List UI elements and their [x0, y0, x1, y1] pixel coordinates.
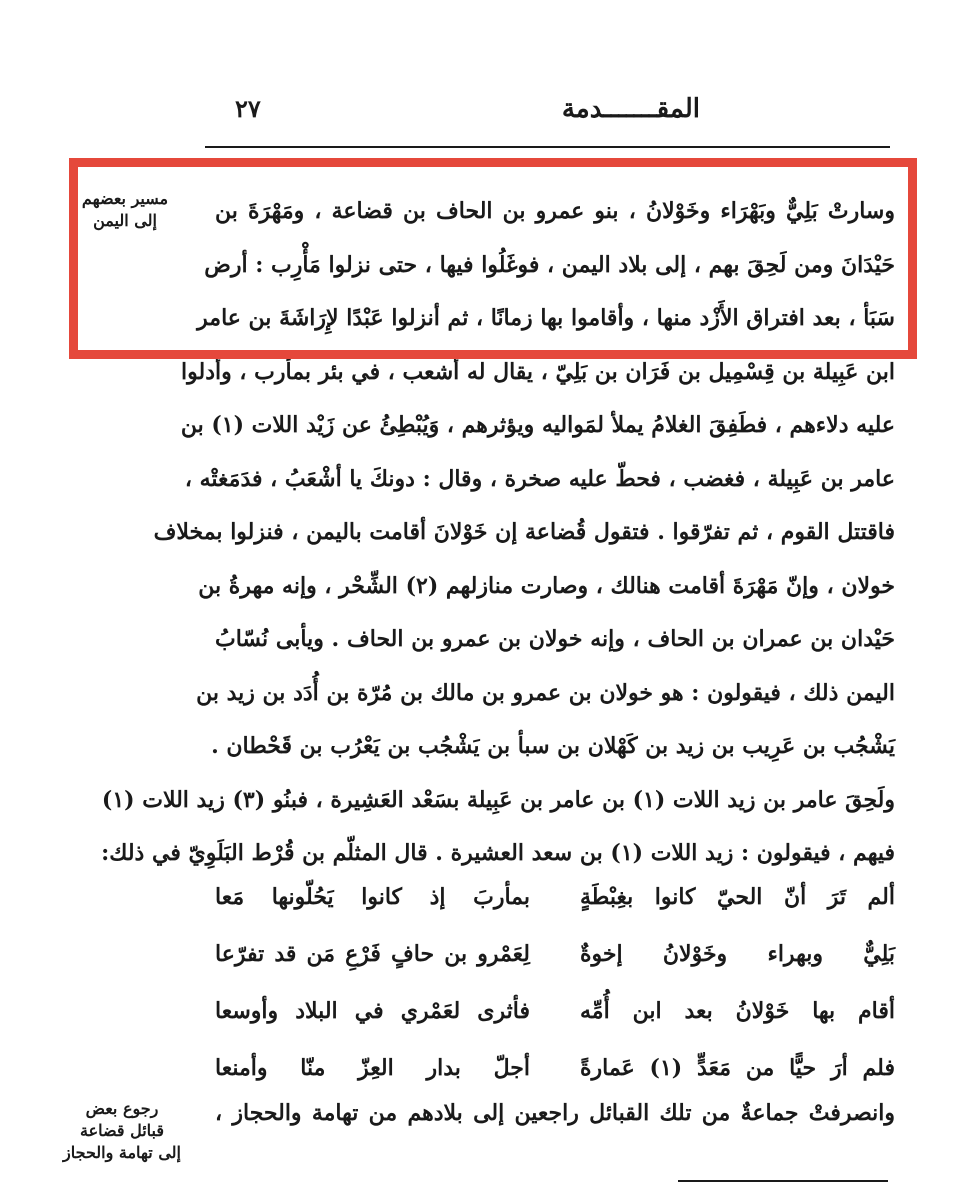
margin-note-line: رجوع بعض	[85, 1099, 159, 1118]
body-line: سَبَأ ، بعد افتراق الأَزْد منها ، وأقاموا بها زمانًا ، ثم أنزلوا عَبْدًا لإِرَاشَةَ بن عامر	[197, 305, 895, 331]
margin-note-line: قبائل قضاعة	[79, 1121, 164, 1140]
margin-note-line: إلى تهامة والحجاز	[63, 1143, 181, 1162]
closing-line: وانصرفتْ جماعةٌ من تلك القبائل راجعين إلى بلادهم من تهامة والحجاز ،	[215, 1100, 895, 1126]
body-line: يَشْجُب بن عَرِيب بن زيد بن كَهْلان بن سبأ بن يَشْجُب بن يَعْرُب بن قَحْطان .	[211, 733, 895, 759]
body-line: عليه دلاءهم ، فطَفِقَ الغلامُ يملأ لمَواليه ويؤثرهم ، وَيُبْطِئُ عن زَيْد اللات (١) بن	[180, 412, 895, 438]
poem-hemistich-second: بمأربَ إذ كانوا يَحُلّونها مَعا	[215, 883, 530, 910]
poem-hemistich-second: لِعَمْرو بن حافٍ فَرْعِ مَن قد تفرّعا	[215, 940, 530, 967]
poem-hemistich-first: أقام بها خَوْلانُ بعد ابن أُمِّه	[580, 997, 895, 1024]
page-number: ٢٧	[235, 94, 261, 123]
poem-verse	[215, 868, 895, 925]
body-line: حَيْدان بن عمران بن الحاف ، وإنه خولان بن عمرو بن الحاف . ويأبى نُسّابُ	[215, 626, 895, 652]
margin-note-line: مسير بعضهم	[81, 189, 169, 208]
body-line: عامر بن عَبِيلة ، فغضب ، فحطّ عليه صخرة ، وقال : دونكَ يا أشْعَبُ ، فدَمَغتْه ،	[184, 465, 895, 492]
header-rule	[205, 146, 890, 148]
poem	[215, 868, 895, 1096]
margin-note-return-of-tribes	[62, 1098, 182, 1164]
body-line: فاقتتل القوم ، ثم تفرّقوا . فتقول قُضاعة إن خَوْلانَ أقامت باليمن ، فنزلوا بمخلاف	[153, 519, 895, 545]
body-line: ابن عَبِيلة بن قِسْمِيل بن فَرَان بن بَلِيّ ، يقال له أشعب ، في بئر بمأرب ، وأدلوا	[181, 358, 895, 385]
margin-note-line: إلى اليمن	[93, 211, 157, 230]
header-title: المقـــــــدمة	[561, 94, 700, 124]
highlight-box	[69, 158, 917, 359]
body-line: اليمن ذلك ، فيقولون : هو خولان بن عمرو بن مالك بن مُرّة بن أُدَد بن زيد بن	[196, 679, 895, 706]
body-line: وسارتْ بَلِيٌّ وبَهْرَاء وخَوْلانُ ، بنو عمرو بن الحاف بن قضاعة ، ومَهْرَةَ بن	[215, 198, 895, 224]
page-header	[205, 92, 890, 132]
poem-verse	[215, 1039, 895, 1096]
body-line: حَيْدَانَ ومن لَحِقَ بهم ، إلى بلاد اليمن ، فوغَلُوا فيها ، حتى نزلوا مَأْرِب : أرض	[204, 251, 895, 278]
poem-hemistich-second: أجلّ بدار العِزّ منّا وأمنعا	[215, 1054, 530, 1081]
poem-hemistich-second: فأثرى لعَمْري في البلاد وأوسعا	[215, 997, 530, 1024]
body-line: ولَحِقَ عامر بن زيد اللات (١) بن عامر بن عَبِيلة بسَعْد العَشِيرة ، فبنُو (٣) زيد اللات (١)	[101, 786, 895, 813]
poem-hemistich-first: بَلِيٌّ وبهراء وخَوْلانُ إخوةٌ	[580, 940, 895, 967]
poem-verse	[215, 982, 895, 1039]
poem-verse	[215, 925, 895, 982]
poem-hemistich-first: ألم تَرَ أنّ الحيّ كانوا بغِبْطَةٍ	[580, 883, 895, 910]
poem-hemistich-first: فلم أرَ حيًّا من مَعَدٍّ (١) عَمارةً	[580, 1054, 895, 1081]
body-line: خولان ، وإنّ مَهْرَةَ أقامت هنالك ، وصارت منازلهم (٢) الشِّحْر ، وإنه مهرةُ بن	[198, 572, 895, 599]
body-line: فيهم ، فيقولون : زيد اللات (١) بن سعد العشيرة . قال المثلّم بن قُرْط البَلَوِيّ في ذلك:	[101, 840, 895, 866]
footnote-rule	[678, 1180, 888, 1182]
